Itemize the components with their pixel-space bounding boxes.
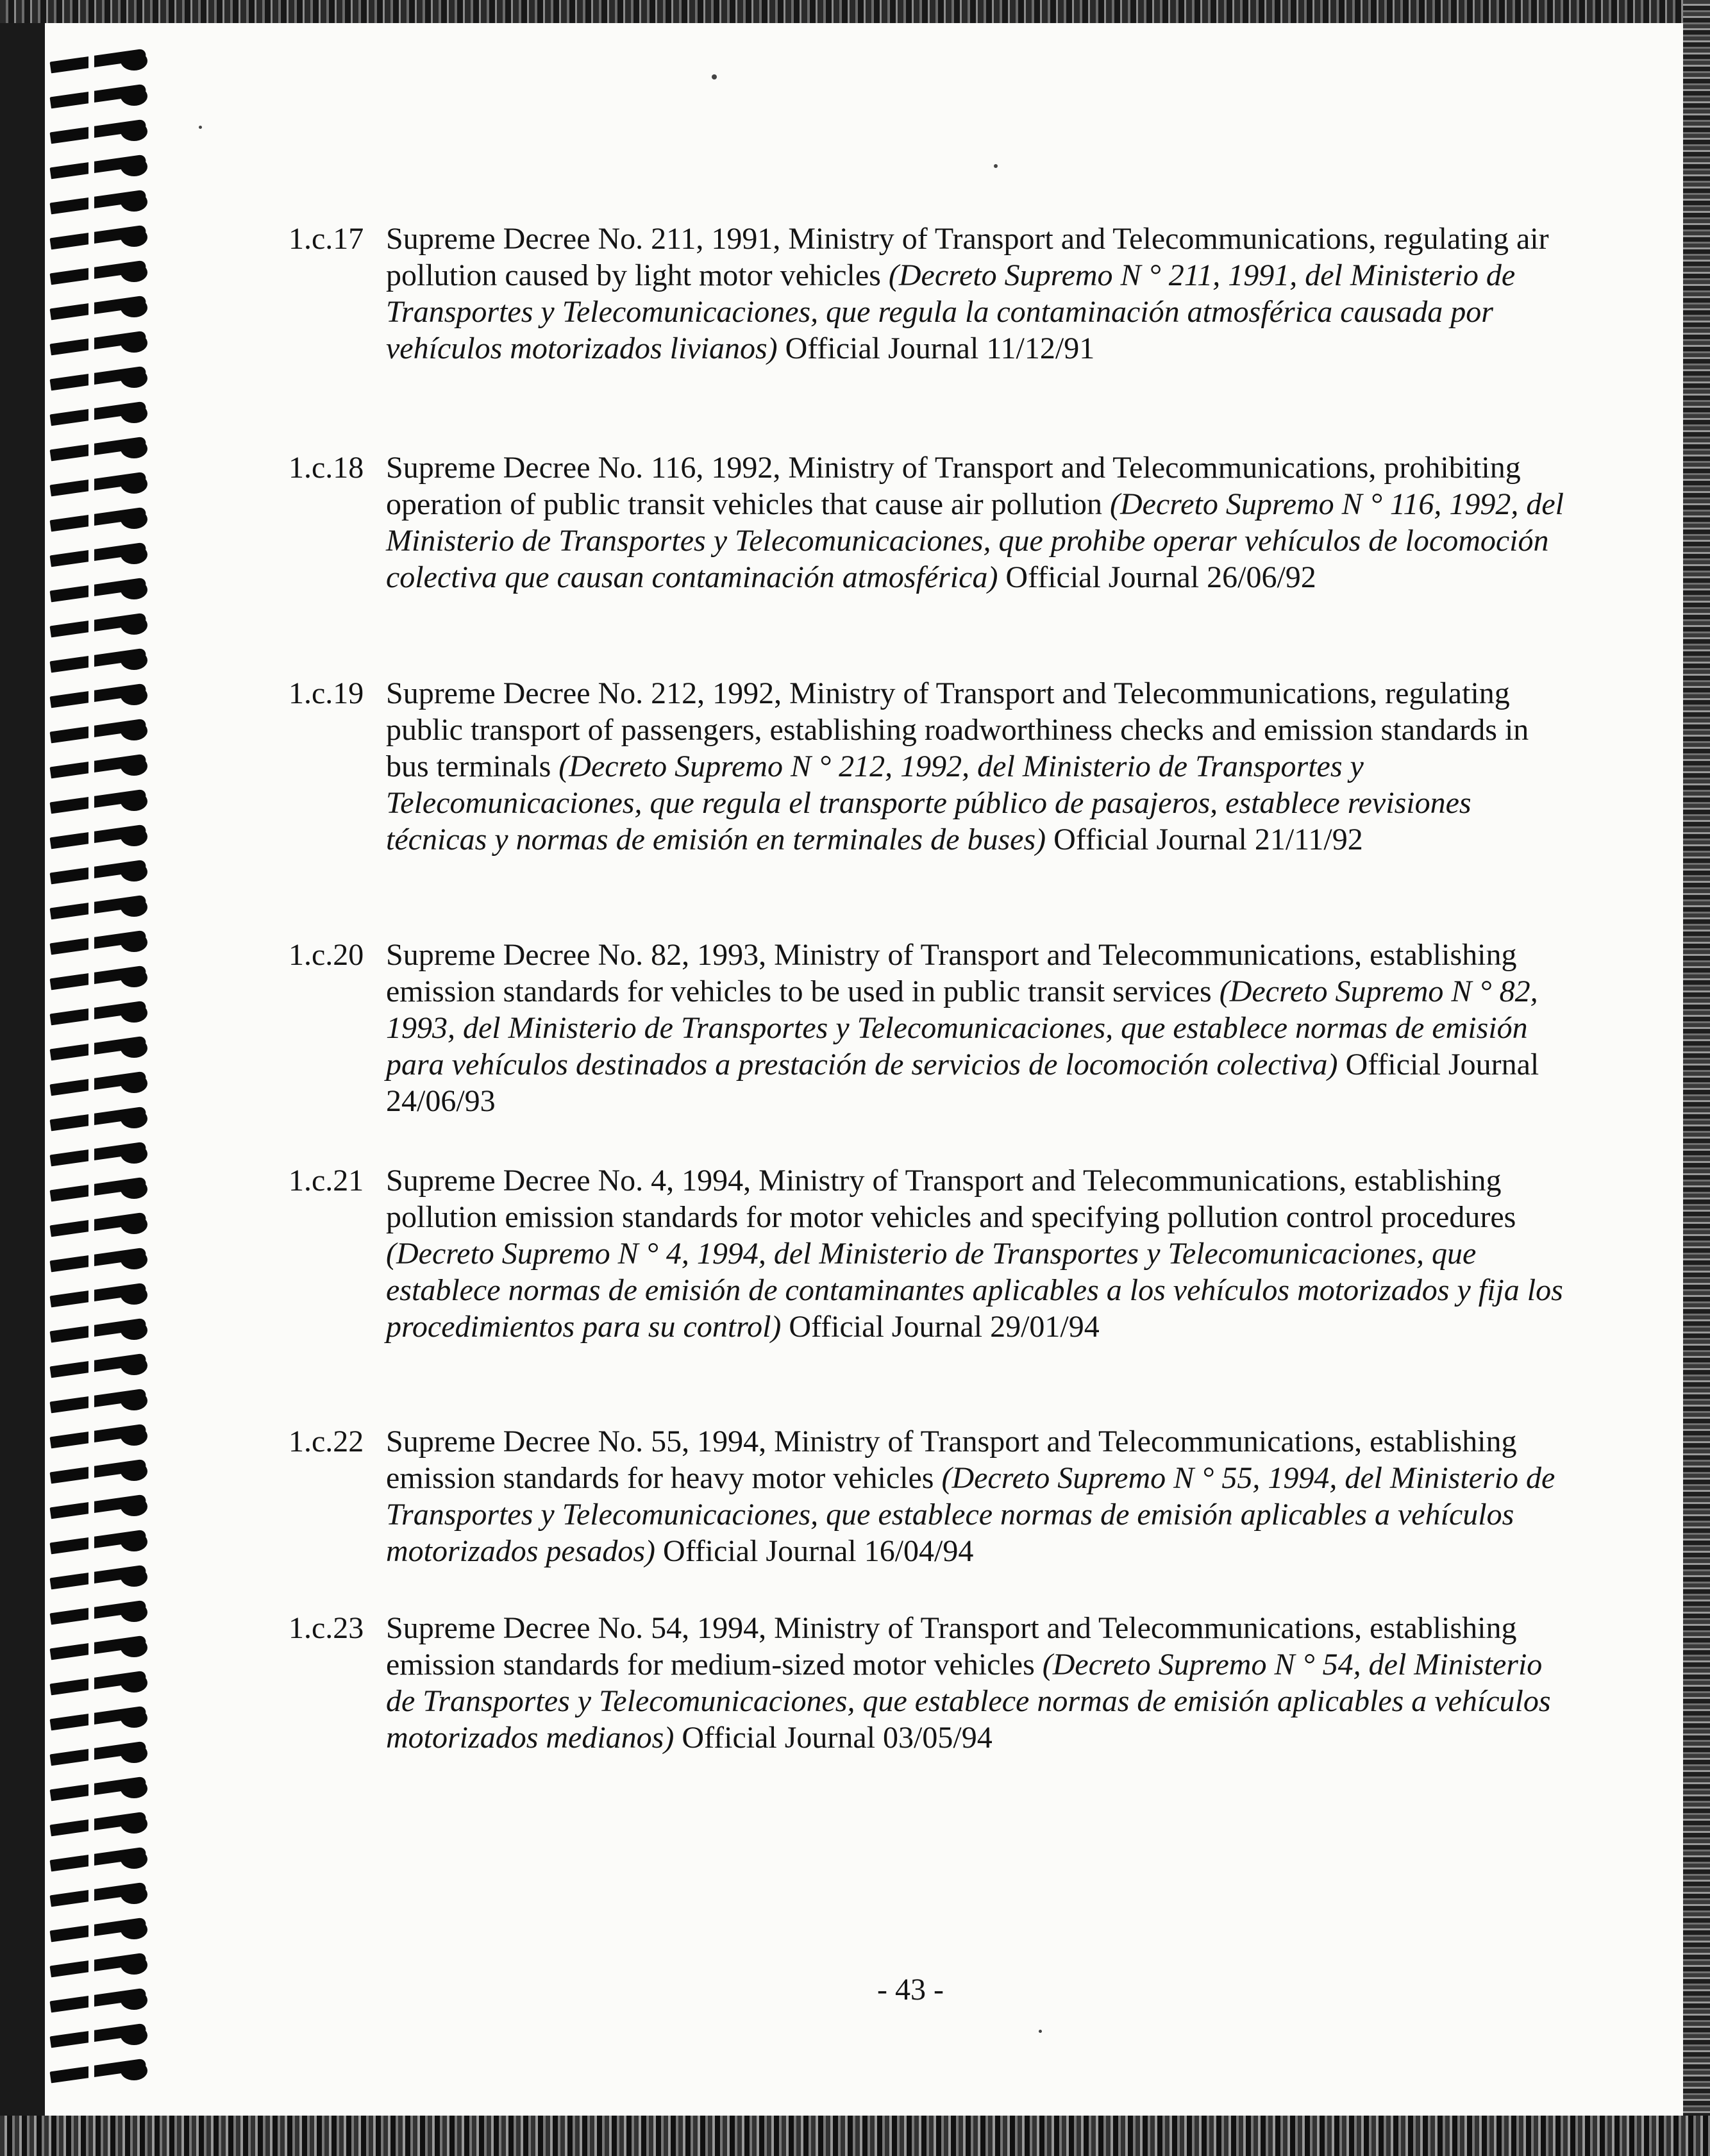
binding-coil xyxy=(45,1741,151,1768)
binding-coil xyxy=(45,190,151,217)
entry-text-english: Supreme Decree No. 211, 1991, Ministry of Transport and Telecommunications, regulating air pollution caused by light motor vehicles xyxy=(386,222,1549,292)
coil-tip xyxy=(121,1744,147,1763)
coil-tip xyxy=(121,1709,147,1728)
coil-tip xyxy=(121,1215,147,1234)
binding-coil xyxy=(45,648,151,675)
coil-tip xyxy=(121,1039,147,1058)
decree-entry xyxy=(289,1423,1571,1569)
binding-coil xyxy=(45,1212,151,1239)
punch-hole xyxy=(88,1357,94,1375)
punch-hole xyxy=(88,1181,94,1199)
coil-tip xyxy=(121,1426,147,1446)
binding-coil xyxy=(45,1353,151,1380)
coil-tip xyxy=(121,298,147,317)
scan-speck xyxy=(1039,2030,1042,2033)
binding-coil xyxy=(45,683,151,710)
entry-body xyxy=(386,1162,1571,1345)
binding-coil xyxy=(45,754,151,781)
coil-tip xyxy=(121,228,147,247)
coil-tip xyxy=(121,333,147,353)
entry-text-spanish: (Decreto Supremo N ° 116, 1992, del Ministerio de Transportes y Telecomunicaciones, que prohibe operar vehículos de locomoción colectiva que causan contaminación atmosférica) xyxy=(386,487,1564,594)
entry-journal: Official Journal 21/11/92 xyxy=(1053,823,1363,857)
coil-tip xyxy=(121,862,147,882)
punch-hole xyxy=(88,1428,94,1446)
binding-coil xyxy=(45,1953,151,1980)
binding-coil xyxy=(45,1776,151,1803)
coil-tip xyxy=(121,2026,147,2045)
entry-text-spanish: (Decreto Supremo N ° 211, 1991, del Ministerio de Transportes y Telecomunicaciones, que regula la contaminación atmosférica causada por vehículos motorizados livianos) xyxy=(386,258,1516,365)
binding-coil xyxy=(45,824,151,851)
binding-coil xyxy=(45,1882,151,1909)
punch-hole xyxy=(88,194,94,212)
coil-tip xyxy=(121,1603,147,1622)
punch-hole xyxy=(88,1992,94,2010)
punch-hole xyxy=(88,1921,94,1939)
binding-coil xyxy=(45,1248,151,1274)
coil-tip xyxy=(121,1991,147,2010)
punch-hole xyxy=(88,793,94,811)
binding-coil xyxy=(45,331,151,358)
page-number: - 43 - xyxy=(877,1973,944,2007)
binding-coil xyxy=(45,1389,151,1416)
punch-hole xyxy=(88,1851,94,1869)
punch-hole xyxy=(88,476,94,494)
binding-coil xyxy=(45,1530,151,1557)
coil-tip xyxy=(121,1144,147,1164)
coil-tip xyxy=(121,474,147,494)
binding-coil xyxy=(45,119,151,146)
binding-coil xyxy=(45,1565,151,1592)
binding-coil xyxy=(45,1847,151,1874)
scan-top-edge xyxy=(0,0,1710,23)
coil-tip xyxy=(121,1250,147,1269)
decree-entry xyxy=(289,1610,1571,1756)
entry-number: 1.c.20 xyxy=(289,938,364,972)
punch-hole xyxy=(88,229,94,247)
binding-coil xyxy=(45,1812,151,1839)
punch-hole xyxy=(88,546,94,564)
punch-hole xyxy=(88,1780,94,1798)
binding-coil xyxy=(45,1071,151,1098)
binding-coil xyxy=(45,965,151,992)
entry-body xyxy=(386,449,1571,596)
coil-tip xyxy=(121,792,147,811)
coil-tip xyxy=(121,1850,147,1869)
document-page xyxy=(45,23,1683,2116)
coil-tip xyxy=(121,756,147,776)
punch-hole xyxy=(88,1639,94,1657)
coil-tip xyxy=(121,1638,147,1657)
punch-hole xyxy=(88,969,94,987)
scan-speck xyxy=(712,74,717,79)
punch-hole xyxy=(88,53,94,71)
punch-hole xyxy=(88,687,94,705)
punch-hole xyxy=(88,723,94,740)
entry-journal: Official Journal 16/04/94 xyxy=(663,1534,974,1568)
punch-hole xyxy=(88,899,94,917)
punch-hole xyxy=(88,1569,94,1587)
entry-number: 1.c.22 xyxy=(289,1425,364,1458)
punch-hole xyxy=(88,2062,94,2080)
binding-coil xyxy=(45,613,151,640)
coil-tip xyxy=(121,1779,147,1798)
binding-coil xyxy=(45,1142,151,1169)
coil-tip xyxy=(121,51,147,71)
entry-text-english: Supreme Decree No. 54, 1994, Ministry of Transport and Telecommunications, establishing emission standards for medium-sized motor vehicles xyxy=(386,1611,1517,1682)
coil-tip xyxy=(121,1285,147,1305)
entry-text-english: Supreme Decree No. 4, 1994, Ministry of Transport and Telecommunications, establishing pollution emission standards for motor vehicles and specifying pollution control procedures xyxy=(386,1164,1516,1234)
entry-text-spanish: (Decreto Supremo N ° 4, 1994, del Ministerio de Transportes y Telecomunicaciones, que establece normas de emisión de contaminantes aplicables a los vehículos motorizados y fija los procedimientos para su control) xyxy=(386,1237,1563,1344)
coil-tip xyxy=(121,1321,147,1340)
coil-tip xyxy=(121,122,147,141)
entry-journal: Official Journal 03/05/94 xyxy=(682,1721,993,1755)
punch-hole xyxy=(88,1604,94,1622)
punch-hole xyxy=(88,1816,94,1834)
binding-coil xyxy=(45,437,151,464)
coil-tip xyxy=(121,369,147,388)
punch-hole xyxy=(88,1322,94,1340)
binding-coil xyxy=(45,296,151,322)
punch-hole xyxy=(88,1745,94,1763)
coil-tip xyxy=(121,968,147,987)
entry-text-english: Supreme Decree No. 116, 1992, Ministry of Transport and Telecommunications, prohibiting operation of public transit vehicles that cause air pollution xyxy=(386,451,1521,521)
coil-tip xyxy=(121,1920,147,1939)
binding-coil xyxy=(45,1988,151,2015)
coil-tip xyxy=(121,933,147,952)
punch-hole xyxy=(88,1957,94,1975)
coil-tip xyxy=(121,898,147,917)
binding-coil xyxy=(45,578,151,605)
punch-hole xyxy=(88,1075,94,1093)
coil-tip xyxy=(121,1814,147,1834)
punch-hole xyxy=(88,88,94,106)
punch-hole xyxy=(88,2027,94,2045)
binding-coil xyxy=(45,1918,151,1944)
entry-text-spanish: (Decreto Supremo N ° 55, 1994, del Ministerio de Transportes y Telecomunicaciones, que establece normas de emisión aplicables a vehículos motorizados pesados) xyxy=(386,1461,1555,1568)
coil-tip xyxy=(121,545,147,564)
coil-tip xyxy=(121,651,147,670)
entry-journal: Official Journal 26/06/92 xyxy=(1005,560,1316,594)
coil-tip xyxy=(121,439,147,458)
punch-hole xyxy=(88,1392,94,1410)
punch-hole xyxy=(88,1675,94,1692)
binding-coil xyxy=(45,1283,151,1310)
coil-tip xyxy=(121,1180,147,1199)
coil-tip xyxy=(121,1003,147,1023)
entry-text-spanish: (Decreto Supremo N ° 212, 1992, del Ministerio de Transportes y Telecomunicaciones, que regula el transporte público de pasajeros, establece revisiones técnicas y normas de emisión en terminales de buses) xyxy=(386,749,1471,857)
entry-body xyxy=(386,675,1571,858)
entry-text-spanish: (Decreto Supremo N ° 54, del Ministerio de Transportes y Telecomunicaciones, que establece normas de emisión aplicables a vehículos motorizados medianos) xyxy=(386,1648,1551,1755)
scan-right-edge xyxy=(1683,0,1710,2156)
coil-tip xyxy=(121,1532,147,1551)
entry-body xyxy=(386,221,1571,367)
binding-coil xyxy=(45,1107,151,1133)
binding-coil xyxy=(45,1424,151,1451)
entry-body xyxy=(386,937,1571,1119)
decree-entry xyxy=(289,675,1571,858)
binding-coil xyxy=(45,1001,151,1028)
coil-tip xyxy=(121,1391,147,1410)
entry-body xyxy=(386,1423,1571,1569)
punch-hole xyxy=(88,828,94,846)
entry-text-english: Supreme Decree No. 82, 1993, Ministry of Transport and Telecommunications, establishing emission standards for vehicles to be used in public transit services xyxy=(386,938,1517,1008)
scan-speck xyxy=(199,126,202,129)
scan-bottom-edge xyxy=(0,2116,1710,2156)
punch-hole xyxy=(88,1498,94,1516)
punch-hole xyxy=(88,299,94,317)
binding-coil xyxy=(45,49,151,76)
decree-entry xyxy=(289,449,1571,596)
binding-coil xyxy=(45,2059,151,2085)
coil-tip xyxy=(121,1497,147,1516)
binding-coil xyxy=(45,1318,151,1345)
coil-tip xyxy=(121,510,147,529)
coil-tip xyxy=(121,404,147,423)
binding-coil xyxy=(45,860,151,887)
punch-hole xyxy=(88,1251,94,1269)
binding-coil xyxy=(45,84,151,111)
punch-hole xyxy=(88,405,94,423)
punch-hole xyxy=(88,335,94,353)
coil-tip xyxy=(121,263,147,282)
punch-hole xyxy=(88,652,94,670)
binding-coil xyxy=(45,930,151,957)
coil-tip xyxy=(121,157,147,176)
binding-coil xyxy=(45,155,151,181)
punch-hole xyxy=(88,1216,94,1234)
punch-hole xyxy=(88,934,94,952)
binding-coil xyxy=(45,789,151,816)
coil-tip xyxy=(121,580,147,599)
entry-text-english: Supreme Decree No. 212, 1992, Ministry of Transport and Telecommunications, regulating public transport of passengers, establishing roadworthiness checks and emission standards in bus terminals xyxy=(386,676,1529,783)
binding-coil xyxy=(45,260,151,287)
binding-coil xyxy=(45,895,151,922)
binding-coil xyxy=(45,1036,151,1063)
binding-coil xyxy=(45,507,151,534)
coil-tip xyxy=(121,1462,147,1481)
punch-hole xyxy=(88,158,94,176)
coil-tip xyxy=(121,1074,147,1093)
coil-tip xyxy=(121,721,147,740)
coil-tip xyxy=(121,87,147,106)
punch-hole xyxy=(88,1533,94,1551)
binding-coil xyxy=(45,1600,151,1627)
entry-number: 1.c.17 xyxy=(289,222,364,256)
punch-hole xyxy=(88,864,94,882)
punch-hole xyxy=(88,440,94,458)
punch-hole xyxy=(88,758,94,776)
coil-tip xyxy=(121,2061,147,2080)
punch-hole xyxy=(88,581,94,599)
coil-tip xyxy=(121,1955,147,1975)
punch-hole xyxy=(88,123,94,141)
punch-hole xyxy=(88,1886,94,1904)
binding-coil xyxy=(45,542,151,569)
punch-hole xyxy=(88,264,94,282)
entry-journal: Official Journal 29/01/94 xyxy=(789,1310,1100,1344)
entry-number: 1.c.18 xyxy=(289,451,364,485)
punch-hole xyxy=(88,1005,94,1023)
coil-tip xyxy=(121,1673,147,1692)
binding-coil xyxy=(45,1671,151,1698)
binding-coil xyxy=(45,1177,151,1204)
coil-tip xyxy=(121,615,147,635)
decree-entry xyxy=(289,1162,1571,1345)
punch-hole xyxy=(88,370,94,388)
decree-entry xyxy=(289,937,1571,1119)
punch-hole xyxy=(88,1040,94,1058)
punch-hole xyxy=(88,1710,94,1728)
coil-tip xyxy=(121,1567,147,1587)
punch-hole xyxy=(88,511,94,529)
decree-entry xyxy=(289,221,1571,367)
binding-coil xyxy=(45,472,151,499)
binding-coil xyxy=(45,225,151,252)
entry-journal: Official Journal 24/06/93 xyxy=(386,1048,1539,1118)
binding-coil xyxy=(45,1635,151,1662)
scan-speck xyxy=(994,164,998,168)
punch-hole xyxy=(88,1287,94,1305)
entry-number: 1.c.19 xyxy=(289,676,364,710)
binding-coil xyxy=(45,719,151,746)
binding-coil xyxy=(45,2023,151,2050)
coil-tip xyxy=(121,827,147,846)
binding-coil xyxy=(45,401,151,428)
coil-tip xyxy=(121,192,147,212)
spiral-binding xyxy=(45,49,151,2139)
binding-coil xyxy=(45,1459,151,1486)
punch-hole xyxy=(88,617,94,635)
punch-hole xyxy=(88,1146,94,1164)
entry-body xyxy=(386,1610,1571,1756)
entry-journal: Official Journal 11/12/91 xyxy=(785,331,1095,365)
binding-coil xyxy=(45,366,151,393)
entry-number: 1.c.23 xyxy=(289,1611,364,1645)
punch-hole xyxy=(88,1463,94,1481)
coil-tip xyxy=(121,1109,147,1128)
punch-hole xyxy=(88,1110,94,1128)
coil-tip xyxy=(121,1356,147,1375)
coil-tip xyxy=(121,1885,147,1904)
coil-tip xyxy=(121,686,147,705)
entry-number: 1.c.21 xyxy=(289,1164,364,1198)
entry-text-english: Supreme Decree No. 55, 1994, Ministry of Transport and Telecommunications, establishing emission standards for heavy motor vehicles xyxy=(386,1425,1517,1495)
binding-coil xyxy=(45,1494,151,1521)
binding-coil xyxy=(45,1706,151,1733)
entry-text-spanish: (Decreto Supremo N ° 82, 1993, del Ministerio de Transportes y Telecomunicaciones, que establece normas de emisión para vehículos destinados a prestación de servicios de locomoción colectiva) xyxy=(386,974,1538,1082)
